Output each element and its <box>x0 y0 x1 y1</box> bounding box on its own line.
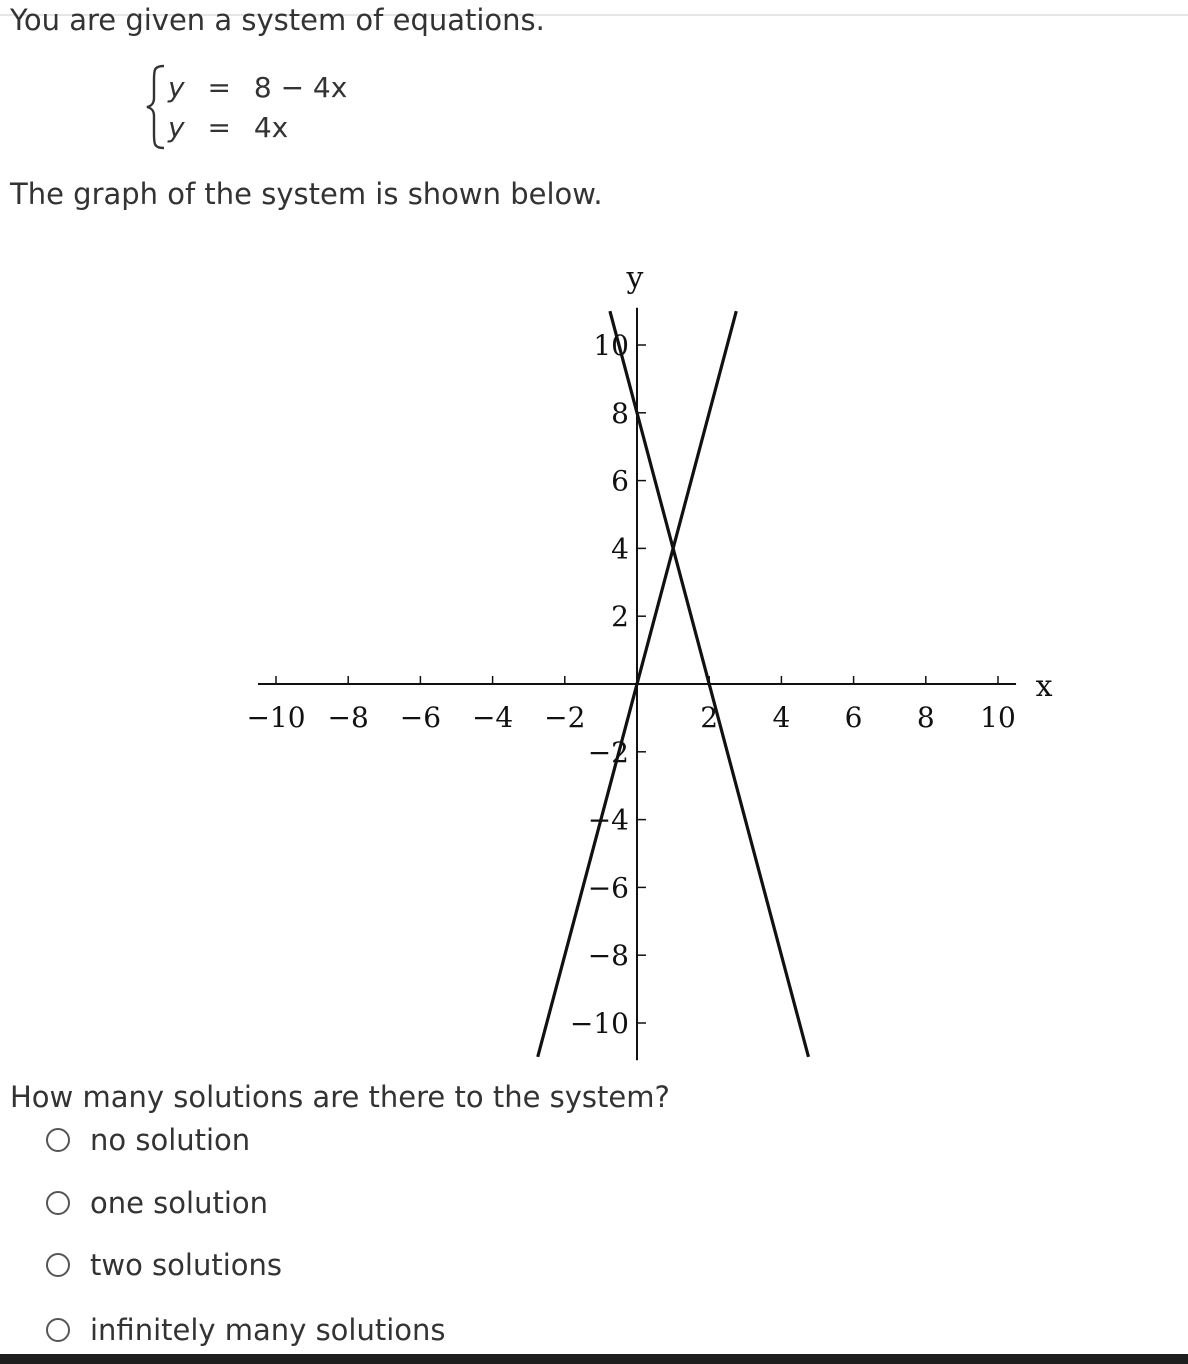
y-tick-label: 6 <box>611 464 629 498</box>
equation-2-lhs: y <box>168 111 185 144</box>
radio-icon[interactable] <box>46 1253 70 1277</box>
y-tick-label: 4 <box>611 532 629 566</box>
y-tick-label: −4 <box>587 803 629 837</box>
option-label: two solutions <box>90 1248 282 1282</box>
option-label: one solution <box>90 1186 269 1220</box>
x-tick-label: −10 <box>246 701 306 734</box>
y-tick-label: −2 <box>587 735 629 769</box>
y-tick-label: 8 <box>611 396 629 430</box>
x-tick-label: −4 <box>471 701 514 734</box>
intro-text: You are given a system of equations. <box>10 3 545 37</box>
x-tick-label: 2 <box>700 701 719 734</box>
option-one-solution[interactable] <box>46 1179 268 1227</box>
equation-2-rhs: 4x <box>253 111 289 144</box>
x-tick-label: −2 <box>544 701 586 734</box>
equation-2-op: = <box>207 111 231 144</box>
x-tick-label: 6 <box>844 701 863 734</box>
radio-icon[interactable] <box>46 1128 70 1152</box>
bottom-bar <box>0 1354 1188 1364</box>
equation-1-lhs: y <box>168 71 185 104</box>
option-label: no solution <box>90 1123 251 1157</box>
option-no-solution[interactable] <box>46 1116 250 1164</box>
y-tick-label: −8 <box>587 939 629 973</box>
x-tick-label: 8 <box>916 701 935 734</box>
y-axis-label: y <box>626 260 644 296</box>
x-tick-label: −6 <box>399 701 442 734</box>
radio-icon[interactable] <box>46 1191 70 1215</box>
option-infinitely-many-solutions[interactable] <box>46 1306 446 1354</box>
x-axis-label: x <box>1035 669 1053 704</box>
x-tick-label: −8 <box>327 701 369 734</box>
option-two-solutions[interactable] <box>46 1241 282 1289</box>
x-tick-label: 4 <box>772 701 791 734</box>
equation-1-op: = <box>207 71 231 104</box>
option-label: infinitely many solutions <box>90 1313 446 1347</box>
graph-intro-text: The graph of the system is shown below. <box>10 177 603 211</box>
y-tick-label: 10 <box>593 329 629 362</box>
question-text: How many solutions are there to the system? <box>10 1080 670 1114</box>
radio-icon[interactable] <box>46 1318 70 1342</box>
equation-1-rhs: 8 − 4x <box>253 71 348 104</box>
y-tick-label: 2 <box>611 600 629 634</box>
y-tick-label: −6 <box>587 871 629 905</box>
x-tick-label: 10 <box>980 701 1016 734</box>
y-tick-label: −10 <box>569 1007 629 1040</box>
